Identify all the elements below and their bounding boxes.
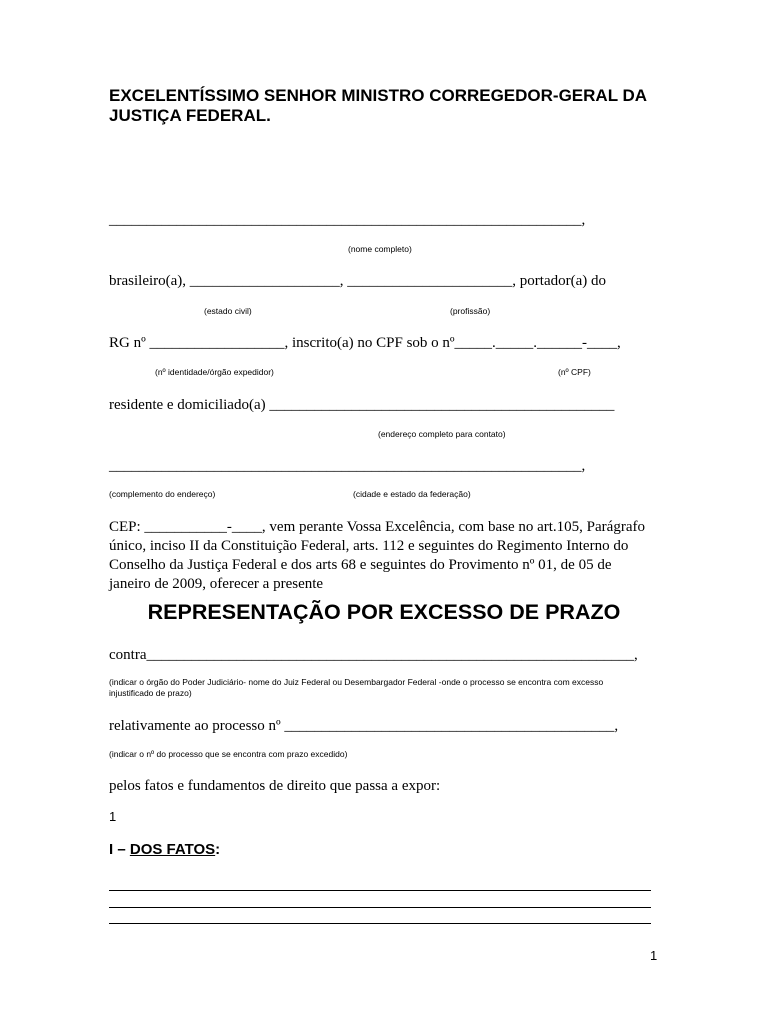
name-line: _______________________________________________________________,	[109, 212, 586, 228]
process-line: relativamente ao processo nº ____________________________________________,	[109, 718, 619, 734]
against-line: contra_________________________________________________________________,	[109, 647, 638, 663]
page-number: 1	[650, 948, 658, 963]
civil-status-hint: (estado civil)	[204, 306, 252, 316]
rg-hint: (nº identidade/órgão expedidor)	[155, 367, 274, 377]
process-hint: (indicar o nº do processo que se encontra com prazo excedido)	[109, 749, 348, 759]
address-complement-line: _______________________________________________________________,	[109, 458, 586, 474]
blank-line	[109, 890, 651, 891]
nationality-line: brasileiro(a), ____________________, ______________________, portador(a) do	[109, 273, 607, 289]
addressee-heading: EXCELENTÍSSIMO SENHOR MINISTRO CORREGEDOR-GERAL DA JUSTIÇA FEDERAL.	[109, 86, 647, 125]
name-hint: (nome completo)	[348, 244, 412, 254]
section-prefix: I –	[109, 841, 130, 858]
document-title: REPRESENTAÇÃO POR EXCESSO DE PRAZO	[147, 600, 621, 624]
cpf-hint: (nº CPF)	[558, 367, 591, 377]
cep-paragraph: CEP: ___________-____, vem perante Vossa Excelência, com base no art.105, Parágrafo único, inciso II da Constituição Federal, arts. 112 e seguintes do Regimento Interno do Conselho da Justiça Federal e dos arts 68 e seguintes do Provimento nº 01, de 05 de janeiro de 2009, oferecer a presente	[109, 519, 645, 592]
paragraph-marker: 1	[109, 809, 117, 824]
section-suffix: :	[215, 841, 221, 858]
facts-intro: pelos fatos e fundamentos de direito que passa a expor:	[109, 778, 441, 794]
rg-cpf-line: RG nº __________________, inscrito(a) no CPF sob o nº_____._____.______-____,	[109, 335, 621, 351]
city-state-hint: (cidade e estado da federação)	[353, 489, 471, 499]
residence-line: residente e domiciliado(a) ______________________________________________	[109, 397, 615, 413]
blank-line	[109, 907, 651, 908]
against-hint: (indicar o órgão do Poder Judiciário- nome do Juiz Federal ou Desembargador Federal -onde o processo se encontra com excesso injustificado de prazo)	[109, 677, 604, 698]
section-heading	[109, 841, 220, 859]
section-label: DOS FATOS	[129, 841, 216, 858]
blank-line	[109, 923, 651, 924]
profession-hint: (profissão)	[450, 306, 491, 316]
address-hint: (endereço completo para contato)	[378, 429, 506, 439]
complement-hint: (complemento do endereço)	[109, 489, 216, 499]
